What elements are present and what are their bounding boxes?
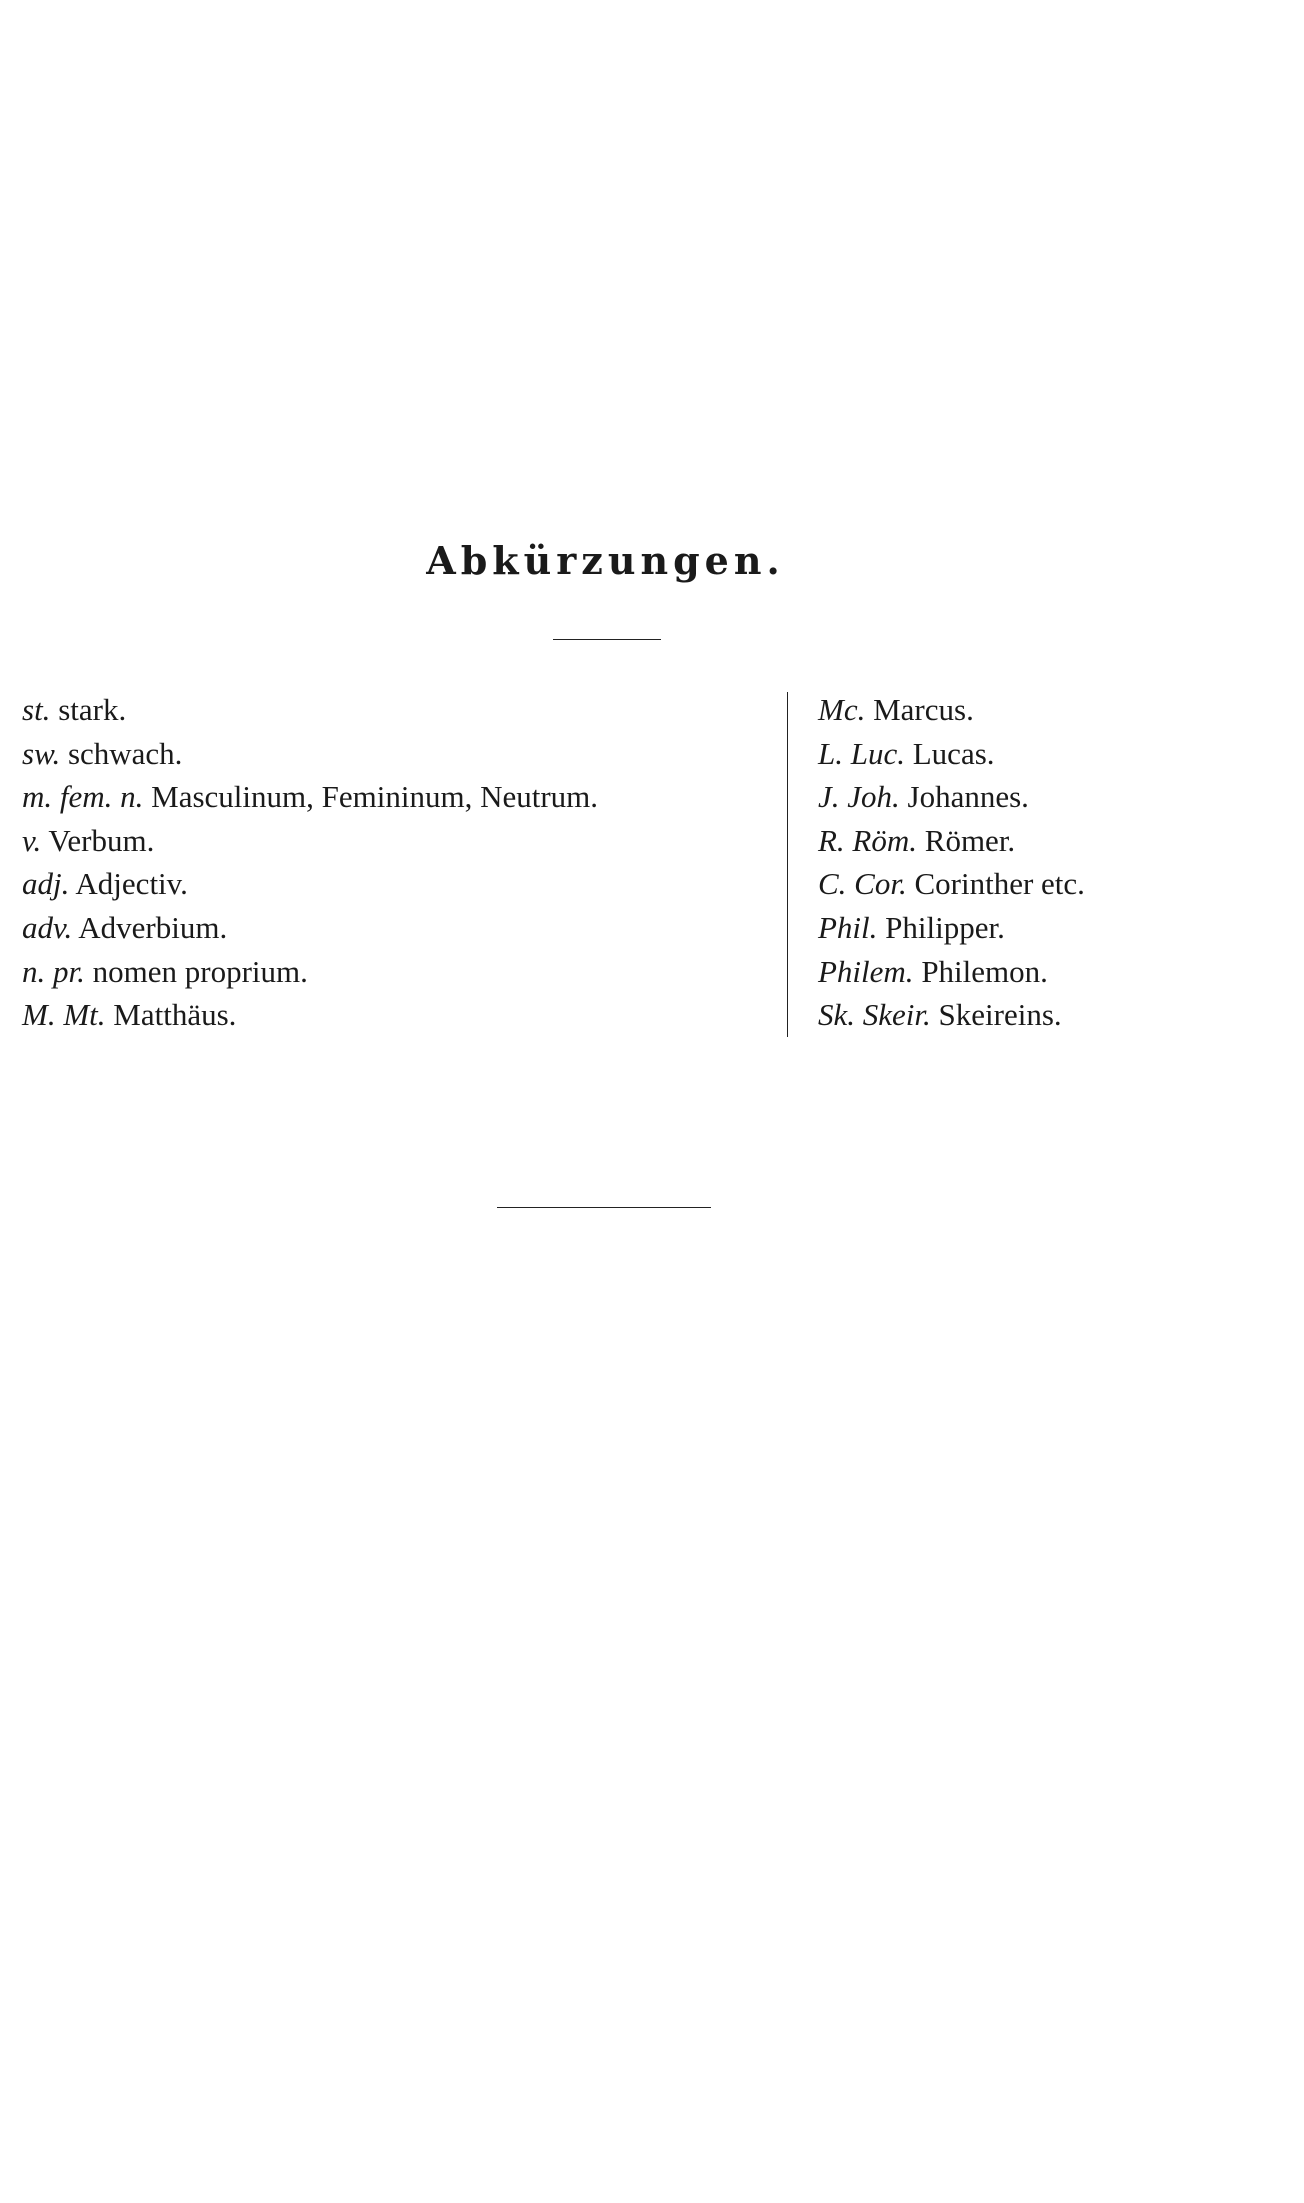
abbreviation-meaning: Marcus. bbox=[873, 692, 974, 727]
abbreviation: Phil. bbox=[818, 909, 878, 945]
abbreviation-meaning: Masculinum, Femininum, Neutrum. bbox=[151, 779, 599, 815]
abbreviation: n. pr. bbox=[22, 953, 85, 989]
abbreviation: C. Cor. bbox=[818, 866, 907, 902]
abbreviation: st. bbox=[22, 692, 51, 727]
abbreviation: Sk. Skeir. bbox=[818, 997, 931, 1033]
abbreviation-meaning: schwach. bbox=[67, 735, 183, 771]
abbreviation-meaning: Corinther etc. bbox=[914, 866, 1085, 902]
abbreviation-entry bbox=[22, 950, 782, 994]
abbreviation-entry bbox=[22, 862, 782, 906]
abbreviation-entry bbox=[818, 906, 1278, 950]
abbreviation-list-left bbox=[22, 688, 782, 1037]
abbreviation-meaning: Adjectiv. bbox=[75, 866, 188, 902]
abbreviation: m. fem. n. bbox=[22, 779, 144, 815]
abbreviation-entry bbox=[818, 688, 1278, 732]
column-divider bbox=[787, 692, 788, 1037]
abbreviation-entry bbox=[22, 688, 782, 732]
abbreviation-meaning: Römer. bbox=[924, 822, 1016, 858]
abbreviation-entry bbox=[22, 906, 782, 950]
abbreviation-entry bbox=[818, 993, 1278, 1037]
abbreviation-entry bbox=[818, 732, 1278, 776]
abbreviation-meaning: Lucas. bbox=[912, 735, 995, 771]
abbreviation: Philem. bbox=[818, 953, 914, 989]
abbreviation-meaning: Verbum. bbox=[48, 822, 155, 858]
page-title: Abkürzungen. bbox=[426, 538, 785, 583]
abbreviation-entry bbox=[22, 819, 782, 863]
abbreviation-meaning: stark. bbox=[58, 692, 127, 727]
abbreviation-meaning: Philipper. bbox=[885, 909, 1005, 945]
abbreviation: adj. bbox=[22, 866, 70, 902]
abbreviation: adv. bbox=[22, 909, 73, 945]
abbreviation-entry bbox=[818, 819, 1278, 863]
abbreviation: J. Joh. bbox=[818, 779, 900, 815]
abbreviation: Mc. bbox=[818, 692, 866, 727]
abbreviation-entry bbox=[22, 775, 782, 819]
abbreviation-meaning: Skeireins. bbox=[938, 997, 1062, 1033]
abbreviation-entry bbox=[22, 993, 782, 1037]
abbreviation: R. Röm. bbox=[818, 822, 918, 858]
abbreviation-meaning: Matthäus. bbox=[113, 997, 237, 1033]
abbreviation: L. Luc. bbox=[818, 735, 905, 771]
abbreviation-entry bbox=[818, 950, 1278, 994]
abbreviation-meaning: Adverbium. bbox=[78, 909, 228, 945]
section-divider bbox=[497, 1207, 711, 1208]
abbreviation-meaning: nomen proprium. bbox=[92, 953, 308, 989]
abbreviation-entry bbox=[22, 732, 782, 776]
abbreviation-meaning: Johannes. bbox=[907, 779, 1029, 815]
abbreviation-meaning: Philemon. bbox=[921, 953, 1048, 989]
abbreviation-entry bbox=[818, 862, 1278, 906]
abbreviation-list-right bbox=[818, 688, 1278, 1037]
abbreviation: sw. bbox=[22, 735, 61, 771]
title-divider bbox=[553, 639, 661, 640]
abbreviation: v. bbox=[22, 822, 42, 858]
abbreviation: M. Mt. bbox=[22, 997, 106, 1033]
abbreviation-entry bbox=[818, 775, 1278, 819]
